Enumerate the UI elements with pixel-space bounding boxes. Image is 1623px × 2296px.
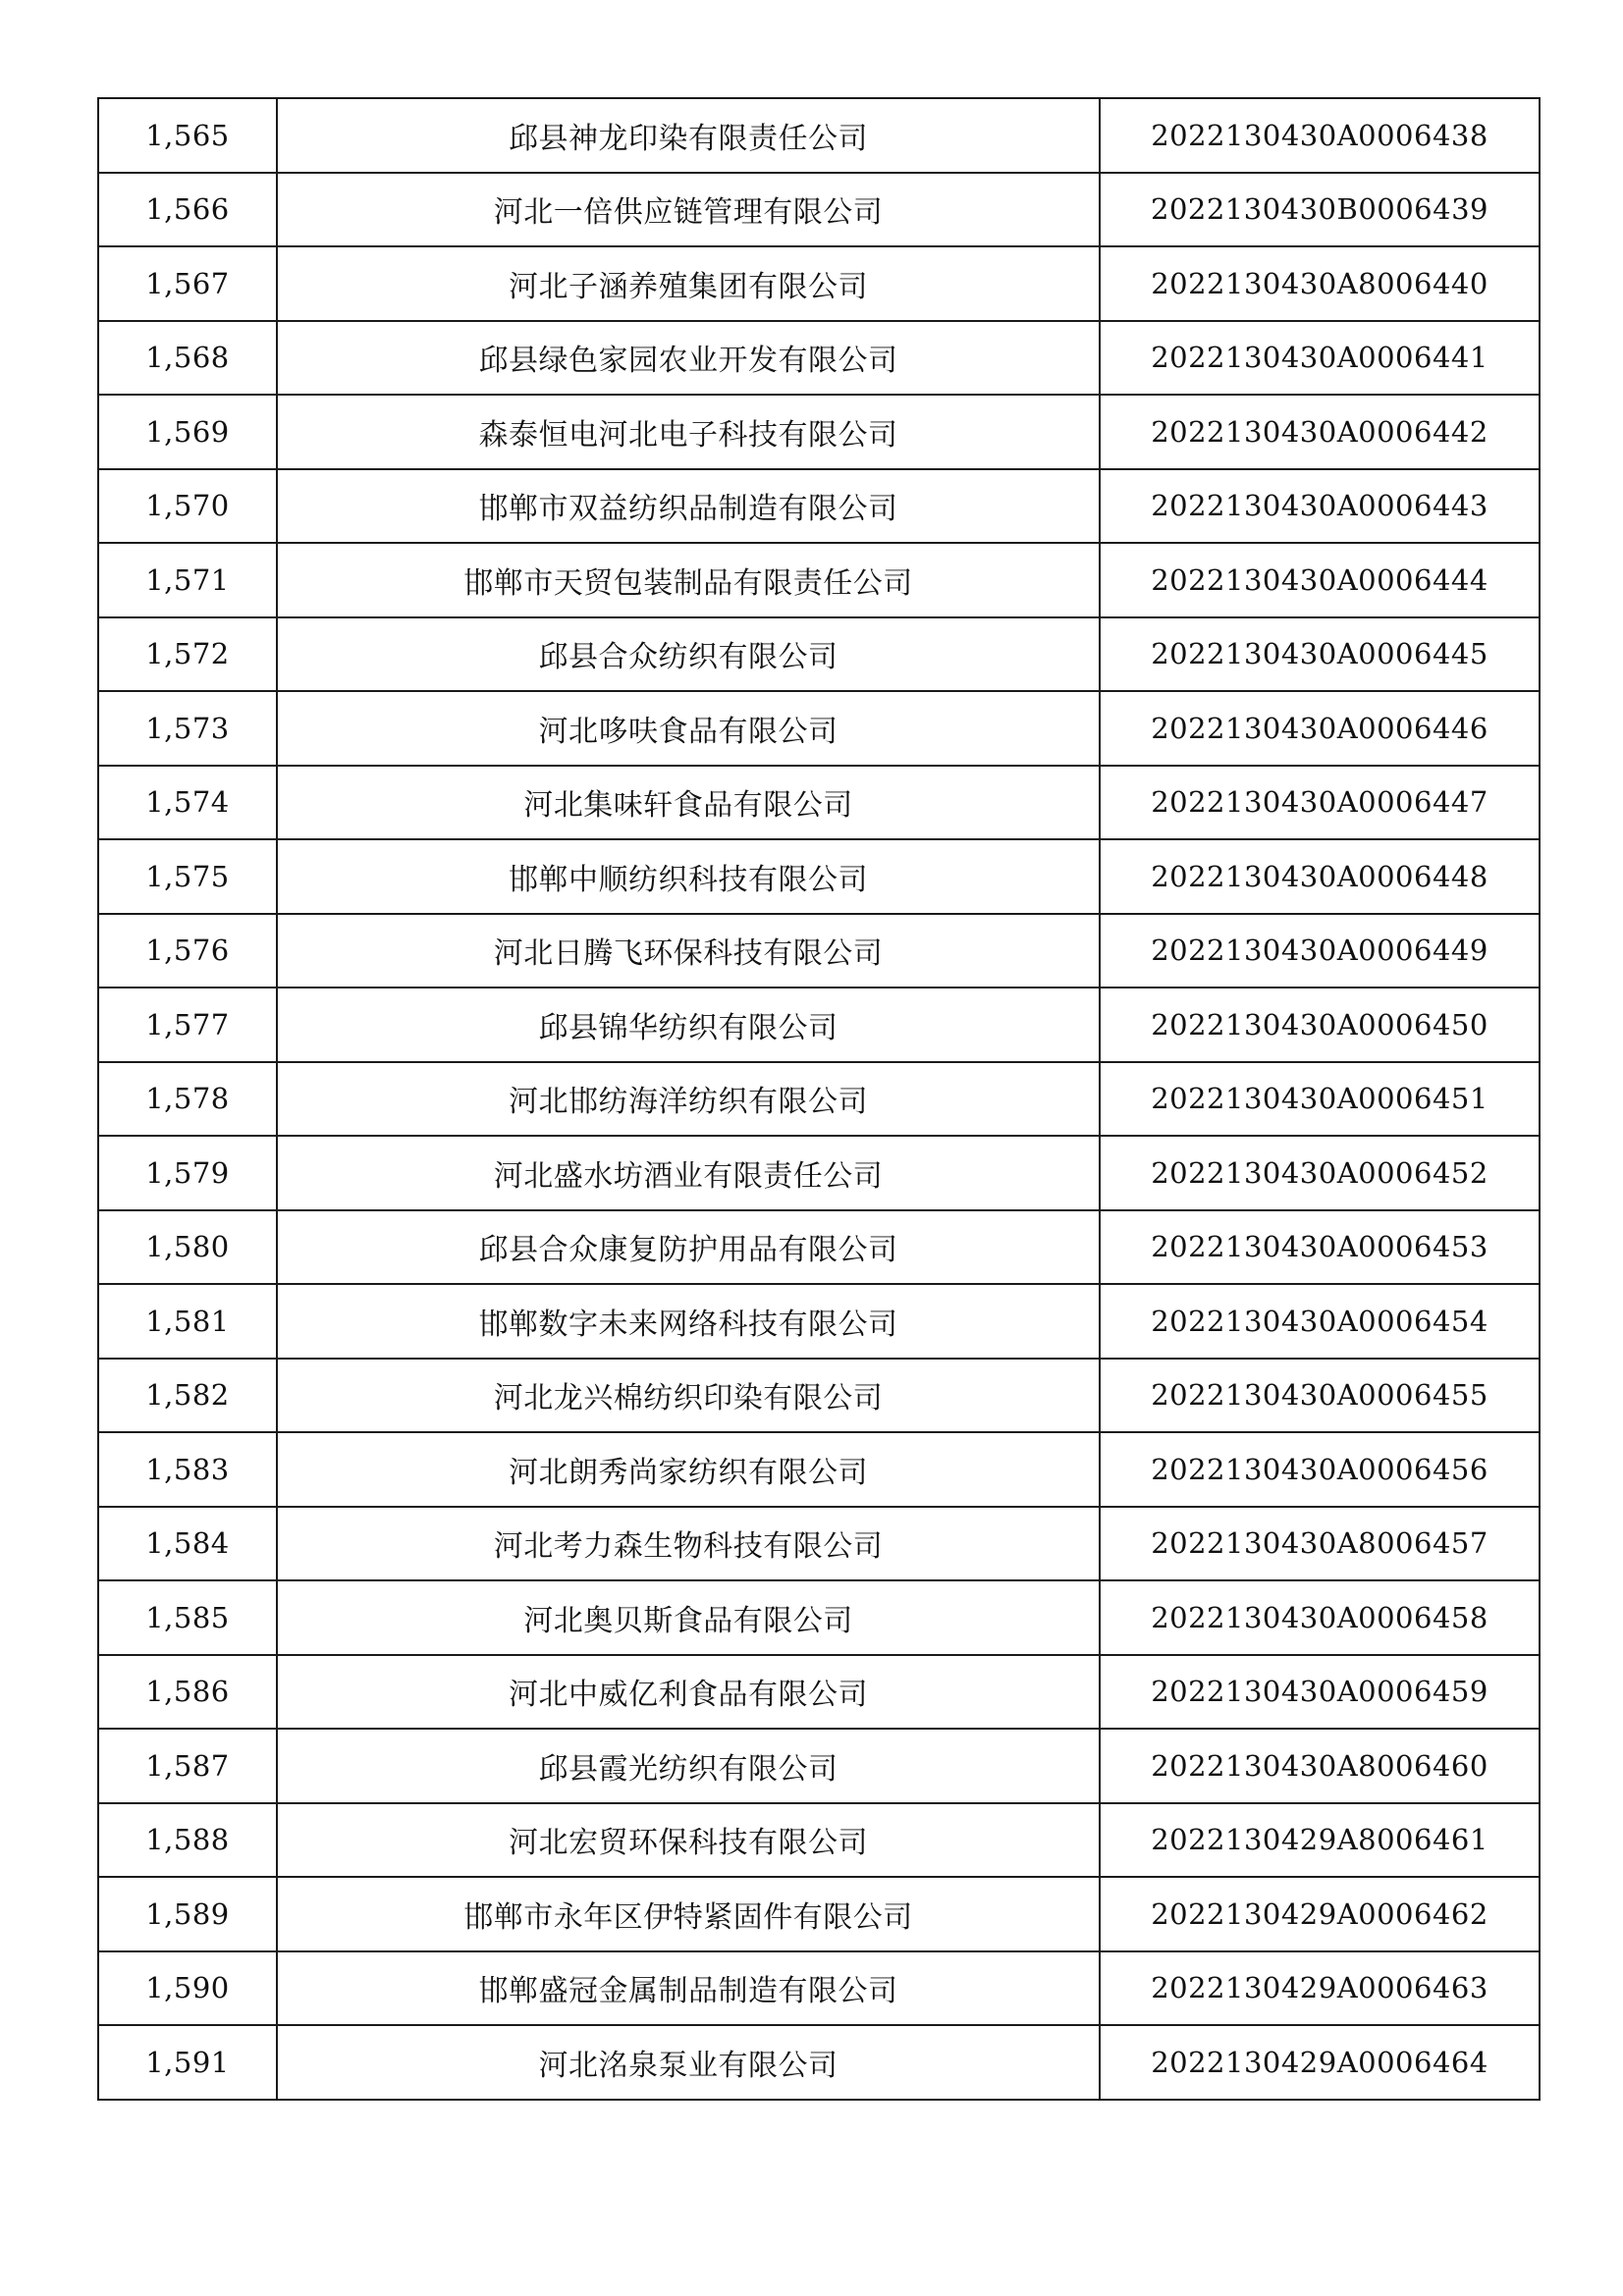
table-row	[98, 2025, 1540, 2100]
row-index-cell: 1,570	[98, 469, 277, 544]
table-row	[98, 1432, 1540, 1507]
registration-code-cell: 2022130430A0006455	[1100, 1359, 1540, 1433]
company-name-cell: 邯郸中顺纺织科技有限公司	[277, 839, 1100, 914]
table-row	[98, 691, 1540, 766]
registration-code-cell: 2022130429A0006462	[1100, 1877, 1540, 1951]
registry-table-body	[98, 98, 1540, 2100]
row-index-cell: 1,566	[98, 173, 277, 247]
table-row	[98, 1729, 1540, 1803]
table-row	[98, 321, 1540, 396]
company-name-cell: 河北集味轩食品有限公司	[277, 766, 1100, 840]
company-name-cell: 邱县绿色家园农业开发有限公司	[277, 321, 1100, 396]
company-name-cell: 邱县锦华纺织有限公司	[277, 988, 1100, 1062]
registration-code-cell: 2022130430A8006440	[1100, 246, 1540, 321]
company-name-cell: 邯郸盛冠金属制品制造有限公司	[277, 1951, 1100, 2026]
table-row	[98, 1507, 1540, 1581]
company-name-cell: 河北一倍供应链管理有限公司	[277, 173, 1100, 247]
registration-code-cell: 2022130430A0006450	[1100, 988, 1540, 1062]
registration-code-cell: 2022130430A0006451	[1100, 1062, 1540, 1137]
registration-code-cell: 2022130430A0006458	[1100, 1580, 1540, 1655]
row-index-cell: 1,568	[98, 321, 277, 396]
company-name-cell: 河北宏贸环保科技有限公司	[277, 1803, 1100, 1878]
company-name-cell: 邯郸市永年区伊特紧固件有限公司	[277, 1877, 1100, 1951]
company-name-cell: 河北中威亿利食品有限公司	[277, 1655, 1100, 1730]
row-index-cell: 1,578	[98, 1062, 277, 1137]
registration-code-cell: 2022130430A0006441	[1100, 321, 1540, 396]
table-row	[98, 173, 1540, 247]
table-row	[98, 1136, 1540, 1210]
row-index-cell: 1,573	[98, 691, 277, 766]
row-index-cell: 1,582	[98, 1359, 277, 1433]
registration-code-cell: 2022130430B0006439	[1100, 173, 1540, 247]
row-index-cell: 1,586	[98, 1655, 277, 1730]
row-index-cell: 1,583	[98, 1432, 277, 1507]
row-index-cell: 1,581	[98, 1284, 277, 1359]
table-row	[98, 988, 1540, 1062]
row-index-cell: 1,589	[98, 1877, 277, 1951]
row-index-cell: 1,571	[98, 543, 277, 617]
table-row	[98, 246, 1540, 321]
company-name-cell: 邯郸市双益纺织品制造有限公司	[277, 469, 1100, 544]
row-index-cell: 1,575	[98, 839, 277, 914]
row-index-cell: 1,577	[98, 988, 277, 1062]
row-index-cell: 1,590	[98, 1951, 277, 2026]
registration-code-cell: 2022130430A0006438	[1100, 98, 1540, 173]
row-index-cell: 1,585	[98, 1580, 277, 1655]
table-row	[98, 1951, 1540, 2026]
registry-table	[97, 97, 1541, 2101]
company-name-cell: 河北朗秀尚家纺织有限公司	[277, 1432, 1100, 1507]
company-name-cell: 邱县神龙印染有限责任公司	[277, 98, 1100, 173]
company-name-cell: 邱县合众康复防护用品有限公司	[277, 1210, 1100, 1285]
registration-code-cell: 2022130430A0006453	[1100, 1210, 1540, 1285]
row-index-cell: 1,565	[98, 98, 277, 173]
row-index-cell: 1,591	[98, 2025, 277, 2100]
registration-code-cell: 2022130430A8006457	[1100, 1507, 1540, 1581]
registration-code-cell: 2022130430A0006447	[1100, 766, 1540, 840]
row-index-cell: 1,584	[98, 1507, 277, 1581]
table-row	[98, 1062, 1540, 1137]
company-name-cell: 河北哆呋食品有限公司	[277, 691, 1100, 766]
registration-code-cell: 2022130430A0006444	[1100, 543, 1540, 617]
row-index-cell: 1,580	[98, 1210, 277, 1285]
registration-code-cell: 2022130430A0006456	[1100, 1432, 1540, 1507]
table-row	[98, 98, 1540, 173]
table-row	[98, 469, 1540, 544]
company-name-cell: 河北日腾飞环保科技有限公司	[277, 914, 1100, 988]
table-row	[98, 617, 1540, 692]
row-index-cell: 1,579	[98, 1136, 277, 1210]
table-row	[98, 1877, 1540, 1951]
company-name-cell: 森泰恒电河北电子科技有限公司	[277, 395, 1100, 469]
registration-code-cell: 2022130429A0006463	[1100, 1951, 1540, 2026]
table-row	[98, 395, 1540, 469]
company-name-cell: 邱县合众纺织有限公司	[277, 617, 1100, 692]
row-index-cell: 1,576	[98, 914, 277, 988]
table-row	[98, 543, 1540, 617]
row-index-cell: 1,572	[98, 617, 277, 692]
registration-code-cell: 2022130429A8006461	[1100, 1803, 1540, 1878]
row-index-cell: 1,574	[98, 766, 277, 840]
registration-code-cell: 2022130430A0006449	[1100, 914, 1540, 988]
registration-code-cell: 2022130430A0006452	[1100, 1136, 1540, 1210]
table-row	[98, 1359, 1540, 1433]
table-row	[98, 1284, 1540, 1359]
row-index-cell: 1,567	[98, 246, 277, 321]
table-row	[98, 839, 1540, 914]
registration-code-cell: 2022130430A0006442	[1100, 395, 1540, 469]
registration-code-cell: 2022130430A0006446	[1100, 691, 1540, 766]
table-row	[98, 766, 1540, 840]
table-row	[98, 1803, 1540, 1878]
company-name-cell: 河北考力森生物科技有限公司	[277, 1507, 1100, 1581]
company-name-cell: 邱县霞光纺织有限公司	[277, 1729, 1100, 1803]
company-name-cell: 河北洺泉泵业有限公司	[277, 2025, 1100, 2100]
company-name-cell: 河北龙兴棉纺织印染有限公司	[277, 1359, 1100, 1433]
table-row	[98, 1655, 1540, 1730]
company-name-cell: 邯郸数字未来网络科技有限公司	[277, 1284, 1100, 1359]
row-index-cell: 1,588	[98, 1803, 277, 1878]
company-name-cell: 邯郸市天贸包装制品有限责任公司	[277, 543, 1100, 617]
row-index-cell: 1,587	[98, 1729, 277, 1803]
company-name-cell: 河北奥贝斯食品有限公司	[277, 1580, 1100, 1655]
table-row	[98, 1580, 1540, 1655]
company-name-cell: 河北子涵养殖集团有限公司	[277, 246, 1100, 321]
registration-code-cell: 2022130430A0006445	[1100, 617, 1540, 692]
table-row	[98, 914, 1540, 988]
registration-code-cell: 2022130430A0006459	[1100, 1655, 1540, 1730]
row-index-cell: 1,569	[98, 395, 277, 469]
registration-code-cell: 2022130430A8006460	[1100, 1729, 1540, 1803]
table-row	[98, 1210, 1540, 1285]
company-name-cell: 河北盛水坊酒业有限责任公司	[277, 1136, 1100, 1210]
registration-code-cell: 2022130430A0006454	[1100, 1284, 1540, 1359]
company-name-cell: 河北邯纺海洋纺织有限公司	[277, 1062, 1100, 1137]
registration-code-cell: 2022130430A0006443	[1100, 469, 1540, 544]
registration-code-cell: 2022130430A0006448	[1100, 839, 1540, 914]
registration-code-cell: 2022130429A0006464	[1100, 2025, 1540, 2100]
